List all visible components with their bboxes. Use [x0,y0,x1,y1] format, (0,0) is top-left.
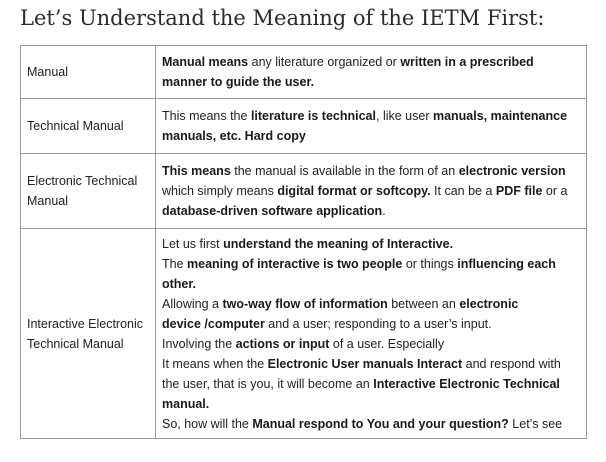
text: Involving the [162,336,236,351]
page-heading: Let’s Understand the Meaning of the IETM First: [20,6,545,30]
bold-text: two-way flow of information [222,296,388,311]
definition-line [162,106,580,126]
table-row [21,46,587,99]
table-row [21,154,587,229]
definition-line [162,126,580,146]
definition-line [162,294,580,314]
table-row [21,229,587,439]
definitions-table [20,45,587,439]
definition-line [162,181,580,201]
bold-text: meaning of interactive is two people [187,256,403,271]
bold-text: manner to guide the user. [162,75,315,89]
definition-line [162,394,580,414]
bold-text: written in a prescribed [400,55,534,69]
term-label: Interactive Electronic Technical Manual [27,316,144,351]
term-cell [21,154,156,229]
definition-line [162,234,580,254]
bold-text: database-driven software application [162,204,383,218]
bold-text: Electronic User manuals Interact [267,356,463,371]
definition-line [162,72,580,92]
text: or a [542,184,568,198]
bold-text: electronic version [458,164,566,178]
bold-text: digital format or softcopy. [277,184,431,198]
bold-text: influencing each [457,256,556,271]
definition-line [162,414,580,434]
bold-text: manuals, maintenance [432,109,568,123]
definition-line [162,334,580,354]
text: So, how will the [162,416,253,431]
text: the manual is available in the form of an [230,164,459,178]
bold-text: manuals, etc. Hard copy [162,129,306,143]
text: of a user. Especially [329,336,445,351]
text: Let’s see [508,416,563,431]
text: Let us first [162,236,224,251]
term-label: Manual [27,65,68,79]
text: between an [387,296,460,311]
text: This means the [162,109,251,123]
table-row [21,99,587,154]
text: and a user; responding to a user’s input. [264,316,492,331]
bold-text: device /computer [162,316,265,331]
term-label: Electronic Technical Manual [27,174,138,208]
bold-text: other. [162,276,197,291]
text: . [382,204,386,218]
bold-text: manual. [162,396,210,411]
definition-line [162,254,580,274]
bold-text: literature is technical [250,109,376,123]
bold-text: Manual means [162,55,249,69]
text: It means when the [162,356,268,371]
bold-text: Interactive Electronic Technical [373,376,560,391]
bold-text: actions or input [235,336,330,351]
bold-text: Manual respond to You and your question? [252,416,509,431]
definition-line [162,314,580,334]
definition-line [162,274,580,294]
definition-line [162,201,580,221]
definition-line [162,52,580,72]
definition-cell [156,229,587,439]
definition-cell [156,46,587,99]
definition-cell [156,99,587,154]
text: the user, that is you, it will become an [162,376,374,391]
text: Allowing a [162,296,223,311]
bold-text: This means [162,164,231,178]
definition-line [162,354,580,374]
text: or things [402,256,458,271]
text: which simply means [162,184,278,198]
text: The [162,256,188,271]
term-cell [21,229,156,439]
term-cell [21,99,156,154]
definition-line [162,374,580,394]
term-label: Technical Manual [27,119,124,133]
definitions-table-body [21,46,587,439]
definition-line [162,161,580,181]
text: any literature organized or [248,55,401,69]
bold-text: electronic [459,296,519,311]
text: It can be a [430,184,496,198]
text: and respond with [462,356,561,371]
text: , like user [376,109,433,123]
bold-text: PDF file [495,184,543,198]
bold-text: understand the meaning of Interactive. [223,236,454,251]
definition-cell [156,154,587,229]
term-cell [21,46,156,99]
